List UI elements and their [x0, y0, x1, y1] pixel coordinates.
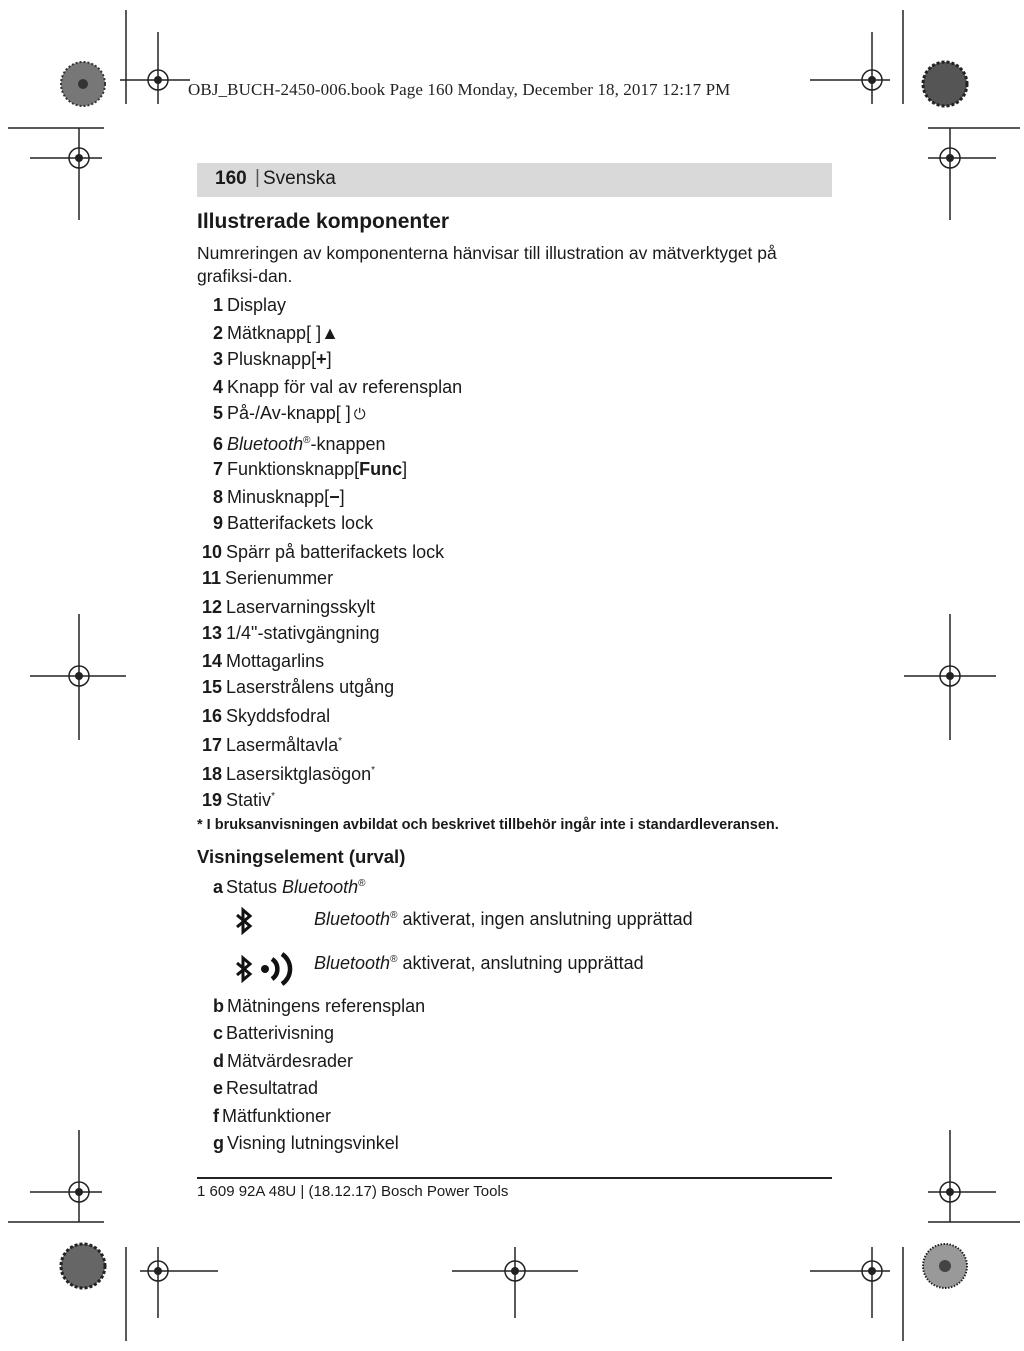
display-element-label: Mätvärdesrader: [227, 1051, 354, 1071]
display-element-letter: b: [213, 996, 224, 1016]
display-element-label: Resultatrad: [226, 1078, 319, 1098]
component-number: 18: [202, 764, 223, 784]
component-symbol: Func: [359, 459, 403, 479]
triangle-up-icon: ▲: [321, 323, 339, 343]
component-item: [213, 348, 332, 370]
component-number: 12: [202, 597, 223, 617]
component-number: 15: [202, 677, 223, 697]
component-item: [213, 294, 286, 316]
display-element-item: [213, 1022, 334, 1044]
footer-rule: [197, 1177, 832, 1179]
component-number: 10: [202, 542, 223, 562]
bluetooth-state-row-connected: [232, 951, 302, 987]
component-number: 3: [213, 349, 224, 369]
component-number: 11: [202, 568, 222, 588]
footnote: * I bruksanvisningen avbildat och beskrivet tillbehör ingår inte i standardleveransen.: [197, 817, 779, 833]
component-label: Lasersiktglasögon: [226, 764, 372, 784]
component-label: Lasermåltavla: [226, 735, 339, 755]
component-symbol: +: [316, 349, 327, 369]
component-number: 2: [213, 323, 224, 343]
component-item: [213, 402, 366, 426]
header-separator: |: [255, 167, 260, 188]
display-element-italic: Bluetooth: [282, 877, 359, 897]
bluetooth-state-text-1: Bluetooth® aktiverat, ingen anslutning upprättad: [314, 909, 693, 929]
component-label: Mätknapp[ ]: [227, 323, 322, 343]
component-suffix: ]: [402, 459, 408, 479]
component-item: [213, 376, 462, 398]
component-label: Funktionsknapp[: [227, 459, 360, 479]
display-element-item: [213, 1105, 331, 1127]
component-label: Laservarningsskylt: [226, 597, 376, 617]
display-element-item: [213, 995, 425, 1017]
component-item: [202, 731, 342, 756]
page-header-bar: [197, 163, 832, 197]
component-item: [202, 541, 444, 563]
component-label: Display: [227, 295, 287, 315]
component-item: [202, 786, 275, 811]
component-label: Knapp för val av referensplan: [227, 377, 463, 397]
component-item: [202, 622, 380, 644]
registered-mark: ®: [303, 435, 311, 446]
page-footer: 1 609 92A 48U | (18.12.17) Bosch Power Tools: [197, 1183, 509, 1200]
component-number: 6: [213, 434, 224, 454]
display-element-label: Status: [226, 877, 283, 897]
component-item: [213, 486, 345, 508]
bluetooth-connected-icon: [232, 951, 302, 987]
display-element-label: Visning lutningsvinkel: [227, 1133, 399, 1153]
component-suffix: ]: [339, 487, 345, 507]
footnote-star: *: [371, 765, 376, 776]
component-item: [202, 650, 324, 672]
component-item: [202, 676, 394, 698]
bluetooth-state-text-2: Bluetooth® aktiverat, anslutning upprättad: [314, 953, 644, 973]
component-italic: Bluetooth: [227, 434, 304, 454]
component-number: 13: [202, 623, 223, 643]
component-number: 7: [213, 459, 224, 479]
registered-mark: ®: [358, 878, 366, 889]
component-number: 14: [202, 651, 223, 671]
component-number: 5: [213, 403, 224, 423]
component-number: 9: [213, 513, 224, 533]
component-item: [213, 458, 407, 480]
component-item: [202, 596, 375, 618]
component-number: 17: [202, 735, 223, 755]
component-label: Minusknapp[: [227, 487, 330, 507]
display-element-letter: c: [213, 1023, 224, 1043]
component-suffix: ]: [326, 349, 332, 369]
component-item: [202, 760, 375, 785]
component-number: 8: [213, 487, 224, 507]
display-element-letter: e: [213, 1078, 224, 1098]
component-label: Stativ: [226, 790, 272, 810]
display-element-letter: f: [213, 1106, 219, 1126]
display-element-item: [213, 1132, 399, 1154]
component-label: -knappen: [310, 434, 386, 454]
display-element-label: Mätningens referensplan: [227, 996, 426, 1016]
section-title: Illustrerade komponenter: [197, 210, 450, 233]
display-element-item: [213, 873, 365, 898]
display-element-item: [213, 1050, 353, 1072]
display-element-letter: a: [213, 877, 224, 897]
component-item: [202, 567, 333, 589]
component-label: På-/Av-knapp[ ]: [227, 403, 351, 423]
component-label: Mottagarlins: [226, 651, 325, 671]
component-item: [202, 705, 330, 727]
display-element-letter: g: [213, 1133, 224, 1153]
component-label: Skyddsfodral: [226, 706, 331, 726]
print-info-line: OBJ_BUCH-2450-006.book Page 160 Monday, December 18, 2017 12:17 PM: [188, 80, 731, 99]
component-item: [213, 430, 386, 455]
component-number: 19: [202, 790, 223, 810]
header-language: Svenska: [263, 168, 336, 189]
component-item: [213, 322, 339, 344]
component-label: Serienummer: [225, 568, 334, 588]
component-number: 4: [213, 377, 224, 397]
footnote-star: *: [271, 791, 275, 802]
component-number: 16: [202, 706, 223, 726]
bluetooth-icon: [232, 906, 256, 936]
display-element-letter: d: [213, 1051, 224, 1071]
display-element-item: [213, 1077, 318, 1099]
page-number: 160: [215, 168, 247, 189]
component-item: [213, 512, 373, 534]
component-symbol: −: [329, 487, 340, 507]
component-label: Laserstrålens utgång: [226, 677, 395, 697]
intro-paragraph: Numreringen av komponenterna hänvisar till illustration av mätverktyget på grafiksi-dan.: [197, 243, 777, 286]
component-label: Batterifackets lock: [227, 513, 374, 533]
power-icon: ⏻: [353, 406, 366, 423]
bluetooth-state-row: [232, 906, 256, 936]
component-label: 1/4"-stativgängning: [226, 623, 380, 643]
display-section-title: Visningselement (urval): [197, 846, 406, 867]
display-element-label: Mätfunktioner: [222, 1106, 332, 1126]
display-element-label: Batterivisning: [226, 1023, 335, 1043]
component-label: Plusknapp[: [227, 349, 317, 369]
component-number: 1: [213, 295, 224, 315]
footnote-star: *: [338, 736, 342, 747]
component-label: Spärr på batterifackets lock: [226, 542, 445, 562]
